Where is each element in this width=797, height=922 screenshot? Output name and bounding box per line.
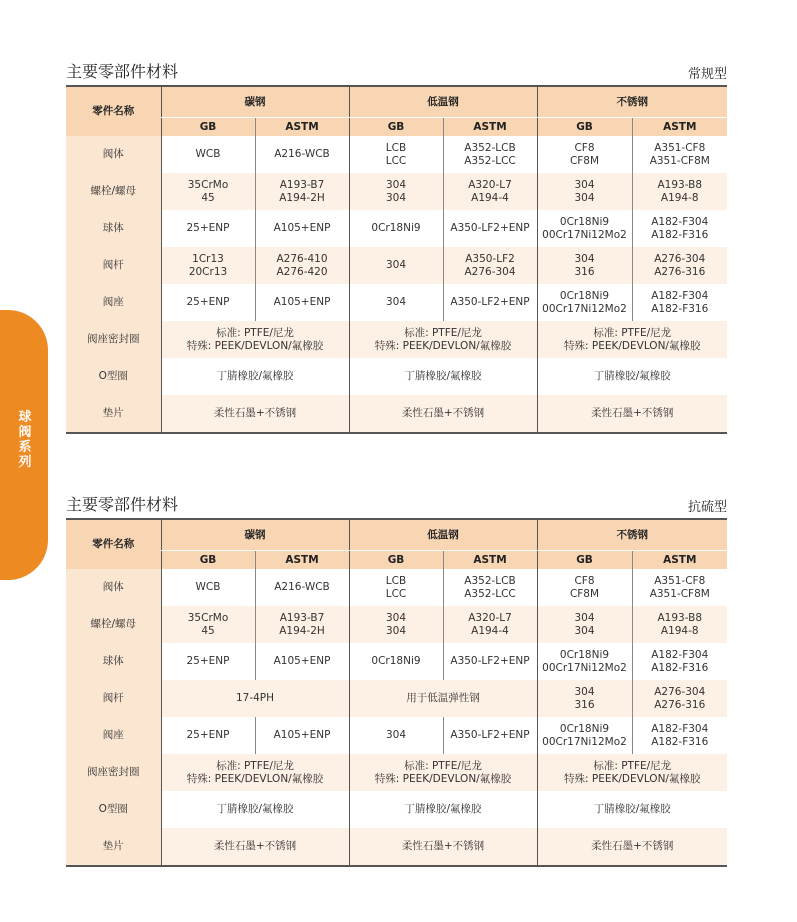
table-row — [66, 643, 727, 680]
materials-table — [66, 85, 727, 434]
material-cell — [443, 173, 537, 210]
cell-text: 丁腈橡胶/氟橡胶 — [593, 370, 671, 382]
material-cell — [161, 136, 255, 173]
cell-text: A352-LCB — [464, 574, 516, 587]
part-name: 球体 — [66, 210, 161, 247]
cell-text: A182-F304 — [651, 648, 709, 661]
header-row — [66, 86, 727, 118]
table-row — [66, 173, 727, 210]
cell-text: 316 — [574, 265, 595, 278]
header-standard: ASTM — [443, 118, 537, 137]
material-cell — [255, 569, 349, 606]
cell-text: A182-F304 — [651, 215, 709, 228]
material-cell — [255, 643, 349, 680]
material-cell — [161, 717, 255, 754]
section-title: 主要零部件材料 — [66, 495, 179, 514]
cell-text: A350-LF2+ENP — [450, 222, 530, 234]
cell-text: A193-B8 — [657, 611, 703, 624]
material-cell — [255, 136, 349, 173]
cell-text: 柔性石墨+不锈钢 — [401, 407, 485, 419]
cell-text: 20Cr13 — [188, 265, 228, 278]
cell-text: 柔性石墨+不锈钢 — [213, 407, 297, 419]
cell-text: 304 — [385, 191, 407, 204]
cell-text: 丁腈橡胶/氟橡胶 — [216, 370, 294, 382]
cell-text: 35CrMo — [187, 611, 229, 624]
cell-text: 特殊: PEEK/DEVLON/氟橡胶 — [374, 772, 512, 785]
header-part-name: 零件名称 — [66, 86, 161, 136]
cell-text: 00Cr17Ni12Mo2 — [542, 302, 627, 315]
material-cell — [443, 643, 537, 680]
material-cell: 17-4PH — [161, 680, 349, 717]
header-standard: ASTM — [632, 551, 727, 570]
cell-text: 特殊: PEEK/DEVLON/氟橡胶 — [564, 339, 701, 352]
cell-text: 00Cr17Ni12Mo2 — [542, 735, 627, 748]
material-cell — [632, 173, 727, 210]
material-cell — [443, 569, 537, 606]
material-cell — [349, 210, 443, 247]
cell-text: A320-L7 — [468, 611, 512, 624]
header-standard: ASTM — [443, 551, 537, 570]
material-cell — [537, 680, 632, 717]
material-cell: 用于低温弹性钢 — [349, 680, 537, 717]
header-standard: ASTM — [255, 118, 349, 137]
cell-text: 标准: PTFE/尼龙 — [404, 326, 482, 339]
material-cell — [161, 828, 349, 866]
table-row — [66, 606, 727, 643]
material-cell — [632, 247, 727, 284]
cell-text: 304 — [574, 624, 595, 637]
cell-text: A276-304 — [654, 685, 706, 698]
material-cell — [632, 284, 727, 321]
cell-text: 304 — [385, 624, 407, 637]
cell-text: A182-F316 — [651, 228, 709, 241]
material-cell — [632, 680, 727, 717]
material-cell — [443, 247, 537, 284]
cell-text: A182-F316 — [651, 302, 709, 315]
cell-text: A182-F304 — [651, 722, 709, 735]
cell-text: 柔性石墨+不锈钢 — [401, 840, 485, 852]
cell-text: A276-420 — [276, 265, 328, 278]
cell-text: 304 — [574, 611, 595, 624]
table-row — [66, 569, 727, 606]
cell-text: A182-F316 — [651, 735, 709, 748]
material-cell — [349, 358, 537, 395]
cell-text: A352-LCC — [464, 154, 516, 167]
header-standard: GB — [537, 551, 632, 570]
cell-text: 0Cr18Ni9 — [371, 222, 421, 234]
material-cell — [349, 643, 443, 680]
cell-text: 25+ENP — [186, 655, 230, 667]
part-name: 阀杆 — [66, 680, 161, 717]
cell-text: 304 — [385, 178, 407, 191]
cell-text: 304 — [574, 685, 595, 698]
part-name: 球体 — [66, 643, 161, 680]
cell-text: CF8 — [574, 141, 595, 154]
cell-text: 1Cr13 — [192, 252, 224, 265]
material-cell — [255, 606, 349, 643]
material-cell — [443, 284, 537, 321]
material-cell — [349, 173, 443, 210]
part-name: 阀杆 — [66, 247, 161, 284]
part-name: 阀体 — [66, 136, 161, 173]
table-row — [66, 210, 727, 247]
header-standard: GB — [349, 551, 443, 570]
cell-text: 0Cr18Ni9 — [559, 289, 610, 302]
cell-text: A182-F304 — [651, 289, 709, 302]
cell-text: 304 — [574, 178, 595, 191]
material-cell — [443, 717, 537, 754]
cell-text: A194-4 — [471, 624, 509, 637]
cell-text: 00Cr17Ni12Mo2 — [542, 228, 627, 241]
side-tab-label: 球阀系列 — [18, 410, 32, 470]
material-cell — [349, 136, 443, 173]
material-cell — [349, 569, 443, 606]
material-cell — [537, 643, 632, 680]
header-group: 不锈钢 — [537, 86, 727, 118]
material-cell — [161, 643, 255, 680]
header-standard: GB — [161, 118, 255, 137]
material-cell — [349, 395, 537, 433]
cell-text: CF8 — [574, 574, 595, 587]
material-cell — [349, 247, 443, 284]
part-name: 螺栓/螺母 — [66, 173, 161, 210]
cell-text: A350-LF2 — [465, 252, 515, 265]
header-standard: GB — [161, 551, 255, 570]
part-name: 螺栓/螺母 — [66, 606, 161, 643]
material-cell — [255, 210, 349, 247]
material-cell — [349, 791, 537, 828]
cell-text: A352-LCC — [464, 587, 516, 600]
cell-text: A193-B8 — [657, 178, 703, 191]
cell-text: A105+ENP — [273, 729, 331, 741]
cell-text: A276-304 — [464, 265, 516, 278]
material-cell — [349, 321, 537, 358]
cell-text: A351-CF8M — [649, 154, 710, 167]
material-cell — [349, 828, 537, 866]
header-part-name: 零件名称 — [66, 519, 161, 569]
cell-text: A216-WCB — [274, 581, 330, 593]
material-cell — [255, 717, 349, 754]
part-name: O型圈 — [66, 791, 161, 828]
cell-text: A320-L7 — [468, 178, 512, 191]
cell-text: 304 — [385, 611, 407, 624]
cell-text: 标准: PTFE/尼龙 — [216, 759, 294, 772]
part-name: 阀座 — [66, 717, 161, 754]
material-cell — [443, 210, 537, 247]
cell-text: A194-4 — [471, 191, 509, 204]
material-cell — [161, 321, 349, 358]
part-name: 阀座 — [66, 284, 161, 321]
table-row — [66, 680, 727, 717]
cell-text: A194-2H — [279, 191, 325, 204]
part-name: O型圈 — [66, 358, 161, 395]
cell-text: 25+ENP — [186, 222, 230, 234]
cell-text: LCC — [385, 587, 407, 600]
header-group: 不锈钢 — [537, 519, 727, 551]
material-cell — [537, 828, 727, 866]
cell-text: A105+ENP — [273, 222, 331, 234]
material-cell — [255, 247, 349, 284]
material-cell — [632, 210, 727, 247]
header-standard: ASTM — [632, 118, 727, 137]
cell-text: 丁腈橡胶/氟橡胶 — [593, 803, 671, 815]
cell-text: 45 — [201, 624, 215, 637]
cell-text: 标准: PTFE/尼龙 — [593, 326, 672, 339]
header-standard: ASTM — [255, 551, 349, 570]
cell-text: 特殊: PEEK/DEVLON/氟橡胶 — [186, 339, 324, 352]
material-cell — [537, 569, 632, 606]
cell-text: 标准: PTFE/尼龙 — [593, 759, 672, 772]
section-type: 抗硫型 — [687, 500, 727, 515]
cell-text: A194-2H — [279, 624, 325, 637]
cell-text: A351-CF8 — [654, 574, 706, 587]
cell-text: 标准: PTFE/尼龙 — [404, 759, 482, 772]
material-cell — [255, 173, 349, 210]
header-subrow — [66, 551, 727, 570]
material-cell — [537, 136, 632, 173]
cell-text: 特殊: PEEK/DEVLON/氟橡胶 — [374, 339, 512, 352]
cell-text: 25+ENP — [186, 296, 230, 308]
header-group: 低温钢 — [349, 519, 537, 551]
material-cell — [161, 569, 255, 606]
cell-text: 0Cr18Ni9 — [559, 215, 610, 228]
material-cell — [161, 606, 255, 643]
cell-text: 25+ENP — [186, 729, 230, 741]
cell-text: A350-LF2+ENP — [450, 296, 530, 308]
cell-text: A351-CF8 — [654, 141, 706, 154]
cell-text: 特殊: PEEK/DEVLON/氟橡胶 — [186, 772, 324, 785]
cell-text: A193-B7 — [279, 178, 325, 191]
table-row — [66, 717, 727, 754]
cell-text: A193-B7 — [279, 611, 325, 624]
material-cell — [537, 395, 727, 433]
cell-text: A194-8 — [660, 191, 699, 204]
material-cell — [349, 717, 443, 754]
cell-text: 柔性石墨+不锈钢 — [591, 840, 674, 852]
cell-text: A350-LF2+ENP — [450, 655, 530, 667]
cell-text: 304 — [574, 191, 595, 204]
material-cell — [349, 284, 443, 321]
table-row — [66, 754, 727, 791]
cell-text: A105+ENP — [273, 655, 331, 667]
cell-text: LCC — [385, 154, 407, 167]
cell-text: 304 — [574, 252, 595, 265]
header-standard: GB — [537, 118, 632, 137]
material-cell — [537, 321, 727, 358]
material-cell — [443, 136, 537, 173]
part-name: 阀体 — [66, 569, 161, 606]
cell-text: CF8M — [569, 154, 600, 167]
material-cell — [632, 717, 727, 754]
cell-text: 特殊: PEEK/DEVLON/氟橡胶 — [564, 772, 701, 785]
table-row — [66, 395, 727, 433]
cell-text: 0Cr18Ni9 — [559, 648, 610, 661]
cell-text: 0Cr18Ni9 — [559, 722, 610, 735]
header-standard: GB — [349, 118, 443, 137]
material-cell — [537, 284, 632, 321]
material-cell — [161, 754, 349, 791]
cell-text: LCB — [385, 141, 407, 154]
cell-text: A350-LF2+ENP — [450, 729, 530, 741]
cell-text: A276-410 — [276, 252, 328, 265]
cell-text: 45 — [201, 191, 215, 204]
cell-text: CF8M — [569, 587, 600, 600]
table-row — [66, 358, 727, 395]
cell-text: 标准: PTFE/尼龙 — [216, 326, 294, 339]
material-cell — [161, 210, 255, 247]
material-cell — [161, 395, 349, 433]
side-tab[interactable] — [0, 310, 48, 580]
table-row — [66, 284, 727, 321]
part-name: 垫片 — [66, 395, 161, 433]
cell-text: A276-304 — [654, 252, 706, 265]
table-row — [66, 791, 727, 828]
part-name: 阀座密封圈 — [66, 321, 161, 358]
material-cell — [632, 606, 727, 643]
cell-text: A216-WCB — [274, 148, 330, 160]
material-cell — [349, 754, 537, 791]
materials-table — [66, 518, 727, 867]
material-cell — [537, 717, 632, 754]
cell-text: LCB — [385, 574, 407, 587]
material-cell — [537, 210, 632, 247]
table-row — [66, 321, 727, 358]
part-name: 垫片 — [66, 828, 161, 866]
section-type: 常规型 — [687, 67, 727, 82]
material-cell — [632, 643, 727, 680]
material-cell — [443, 606, 537, 643]
cell-text: A194-8 — [660, 624, 699, 637]
cell-text: A276-316 — [654, 698, 706, 711]
cell-text: 35CrMo — [187, 178, 229, 191]
cell-text: 304 — [385, 259, 407, 271]
part-name: 阀座密封圈 — [66, 754, 161, 791]
header-subrow — [66, 118, 727, 137]
header-group: 碳钢 — [161, 519, 349, 551]
material-cell — [161, 173, 255, 210]
cell-text: 00Cr17Ni12Mo2 — [542, 661, 627, 674]
table-row — [66, 828, 727, 866]
material-cell — [161, 791, 349, 828]
material-cell — [632, 569, 727, 606]
material-cell — [161, 358, 349, 395]
cell-text: 丁腈橡胶/氟橡胶 — [404, 803, 482, 815]
material-cell — [161, 284, 255, 321]
header-group: 碳钢 — [161, 86, 349, 118]
cell-text: WCB — [195, 148, 221, 160]
header-group: 低温钢 — [349, 86, 537, 118]
material-cell — [161, 247, 255, 284]
material-cell — [537, 173, 632, 210]
material-cell — [255, 284, 349, 321]
cell-text: 丁腈橡胶/氟橡胶 — [216, 803, 294, 815]
cell-text: 丁腈橡胶/氟橡胶 — [404, 370, 482, 382]
cell-text: 304 — [385, 729, 407, 741]
section-title: 主要零部件材料 — [66, 62, 179, 81]
header-row — [66, 519, 727, 551]
cell-text: A351-CF8M — [649, 587, 710, 600]
cell-text: A105+ENP — [273, 296, 331, 308]
cell-text: A182-F316 — [651, 661, 709, 674]
cell-text: A352-LCB — [464, 141, 516, 154]
table-row — [66, 136, 727, 173]
material-cell — [349, 606, 443, 643]
material-cell — [537, 606, 632, 643]
material-cell — [537, 791, 727, 828]
material-cell — [537, 358, 727, 395]
material-cell — [632, 136, 727, 173]
cell-text: A276-316 — [654, 265, 706, 278]
cell-text: 316 — [574, 698, 595, 711]
cell-text: 柔性石墨+不锈钢 — [213, 840, 297, 852]
cell-text: 柔性石墨+不锈钢 — [591, 407, 674, 419]
material-cell — [537, 754, 727, 791]
cell-text: 304 — [385, 296, 407, 308]
material-cell — [537, 247, 632, 284]
cell-text: WCB — [195, 581, 221, 593]
cell-text: 0Cr18Ni9 — [371, 655, 421, 667]
table-row — [66, 247, 727, 284]
